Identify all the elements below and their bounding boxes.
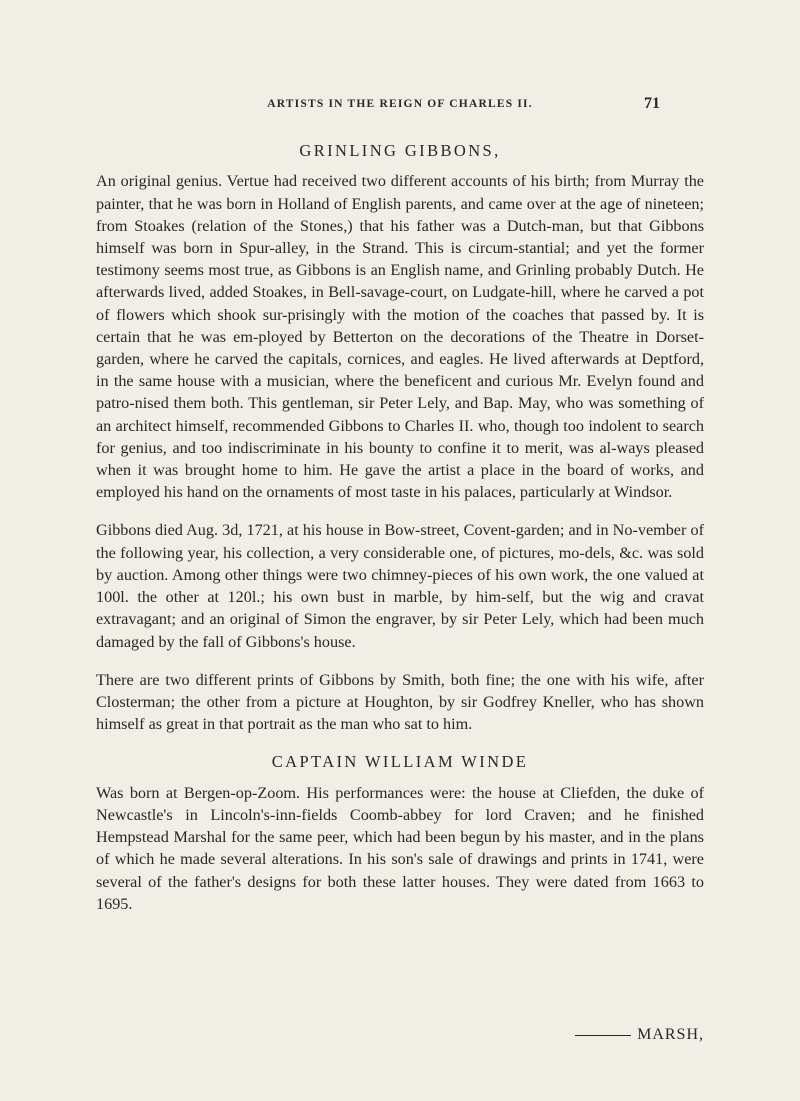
paragraph: An original genius. Vertue had received two different accounts of his birth; from Murray the painter, that he was born in Holland of English parents, and came over at the age of nineteen; from Stoakes (relation of the Stones,) that his father was a Dutch-man, but that Gibbons himself was born in Spur-alley, in the Strand. This is circum-stantial; and yet the former testimony seems most true, as Gibbons is an English name, and Grinling probably Dutch. He afterwards lived, added Stoakes, in Bell-savage-court, on Ludgate-hill, where he carved a pot of flowers which shook sur-prisingly with the motion of the coaches that passed by. It is certain that he was em-ployed by Betterton on the decorations of the Theatre in Dorset-garden, where he carved the capitals, cornices, and eagles. He lived afterwards at Deptford, in the same house with a musician, where the beneficent and curious Mr. Evelyn found and patro-nised them both. This gentleman, sir Peter Lely, and Bap. May, who was something of an architect himself, recommended Gibbons to Charles II. who, though too indolent to search for genius, and too indiscriminate in his bounty to confine it to merit, was al-ways pleased when it was brought home to him. He gave the artist a place in the board of works, and employed his hand on the ornaments of most taste in his palaces, particularly at Windsor. — [96, 172, 704, 502]
page-number: 71 — [644, 95, 660, 112]
section-heading-winde: CAPTAIN WILLIAM WINDE — [271, 752, 529, 772]
paragraph: Gibbons died Aug. 3d, 1721, at his house in Bow-street, Covent-garden; and in No-vember of the following year, his collection, a very considerable one, of pictures, mo-dels, &c. was sold by auction. Among other things were two chimney-pieces of his own work, the one valued at 100l. the other at 120l.; his own bust in marble, by him-self, but the wig and cravat extravagant; and an original of Simon the engraver, by sir Peter Lely, which had been much damaged by the fall of Gibbons's house. — [96, 521, 704, 651]
body-text — [96, 140, 704, 931]
paragraph: Was born at Bergen-op-Zoom. His performances were: the house at Cliefden, the duke of Newcastle's in Lincoln's-inn-fields Coomb-abbey for lord Craven; and he finished Hempstead Marshal for the same peer, which had been begun by his master, and in the plans of which he made several alterations. In his son's sale of drawings and prints in 1741, were several of the father's designs for both these latter houses. They were dated from 1663 to 1695. — [96, 783, 704, 913]
catchword-text: MARSH, — [637, 1026, 704, 1043]
section-heading-gibbons: GRINLING GIBBONS, — [299, 141, 501, 160]
catchword-rule — [575, 1035, 631, 1036]
running-head — [0, 96, 800, 116]
catchword — [575, 1026, 704, 1044]
running-title: ARTISTS IN THE REIGN OF CHARLES II. — [267, 98, 533, 110]
paragraph: There are two different prints of Gibbons by Smith, both fine; the one with his wife, after Closterman; the other from a picture at Houghton, by sir Godfrey Kneller, who has shown himself as great in that portrait as the man who sat to him. — [96, 670, 704, 734]
